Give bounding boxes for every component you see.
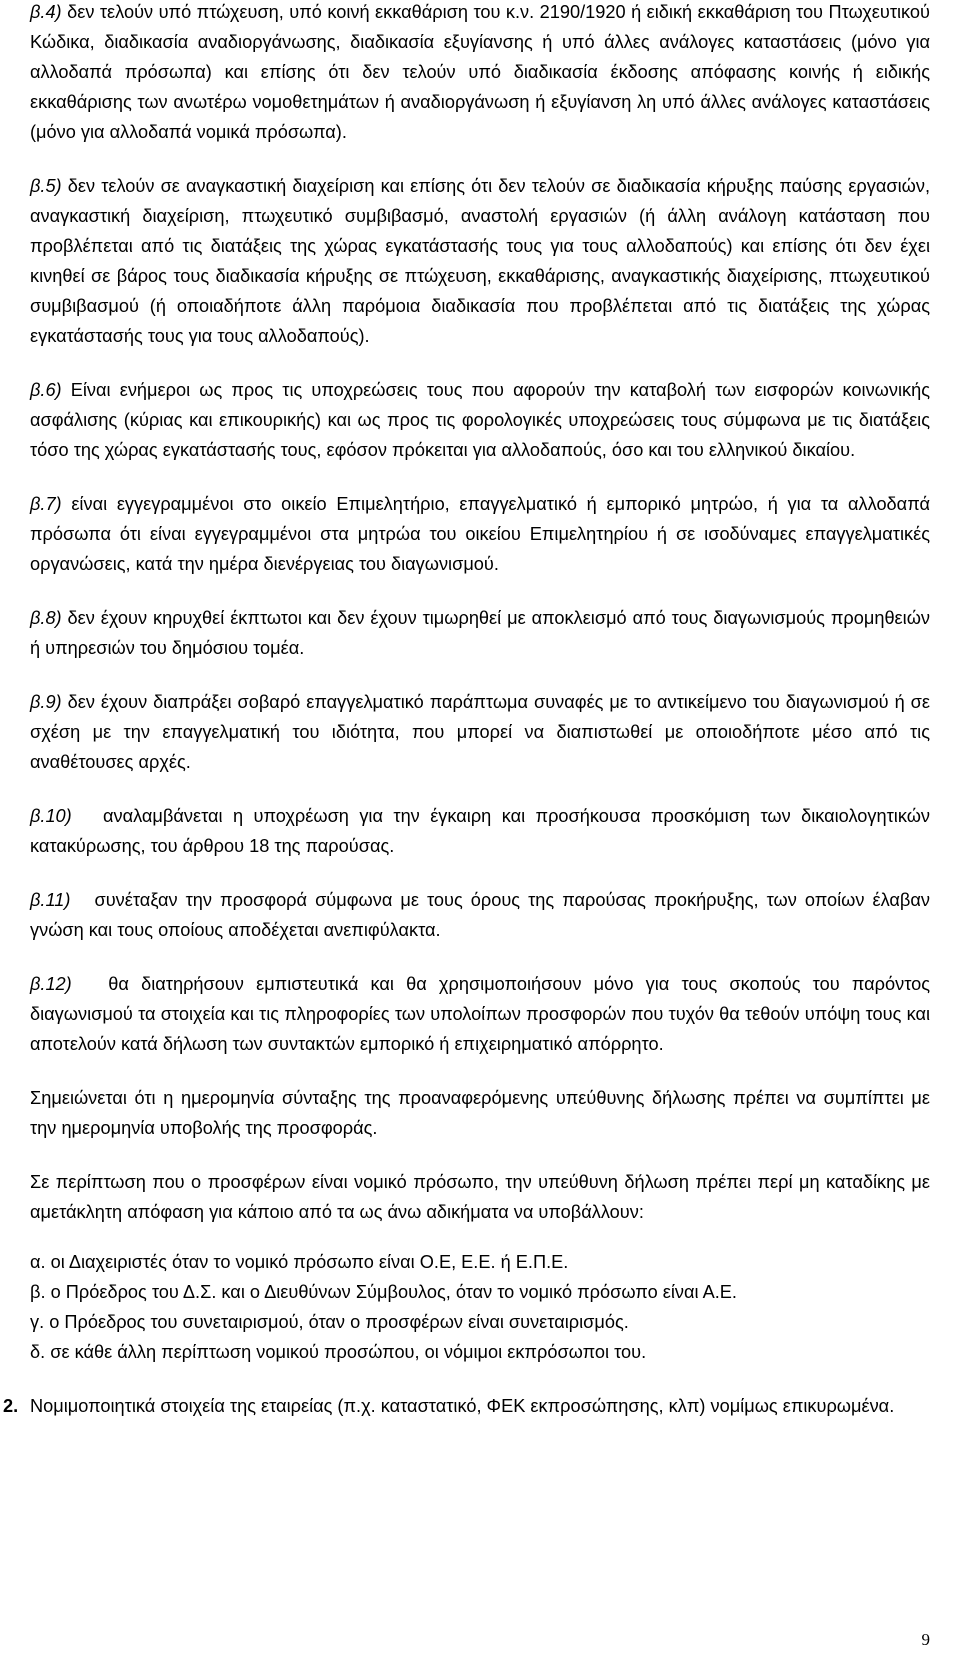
paragraph-label: β.7): [30, 494, 62, 514]
list-item: α. οι Διαχειριστές όταν το νομικό πρόσωπο είναι Ο.Ε, Ε.Ε. ή Ε.Π.Ε.: [30, 1252, 569, 1272]
note-date-requirement: Σημειώνεται ότι η ημερομηνία σύνταξης της προαναφερόμενης υπεύθυνης δήλωσης πρέπει να συμπίπτει με την ημερομηνία υποβολής της προσφοράς.: [30, 1088, 930, 1138]
paragraph-text: είναι εγγεγραμμένοι στο οικείο Επιμελητήριο, επαγγελματικό ή εμπορικό μητρώο, ή για τα αλλοδαπά πρόσωπα ότι είναι εγγεγραμμένοι στα μητρώα του οικείου Επιμελητηρίου ή σε ισοδύναμες επαγγελματικές οργανώσεις, κατά την ημέρα διενέργειας του διαγωνισμού.: [30, 494, 930, 574]
paragraph-text: δεν έχουν διαπράξει σοβαρό επαγγελματικό παράπτωμα συναφές με το αντικείμενο του διαγωνισμού ή σε σχέση με την επαγγελματική του ιδιότητα, που μπορεί να διαπιστωθεί με οποιοδήποτε μέσο από τις αναθέτουσες αρχές.: [30, 692, 930, 772]
paragraph-b10: [30, 801, 936, 861]
list-item: β. ο Πρόεδρος του Δ.Σ. και ο Διευθύνων Σύμβουλος, όταν το νομικό πρόσωπο είναι Α.Ε.: [30, 1282, 737, 1302]
paragraph-b5: [30, 171, 930, 351]
paragraph-text: δεν τελούν σε αναγκαστική διαχείριση και επίσης ότι δεν τελούν σε διαδικασία κήρυξης παύσης εργασιών, αναγκαστική διαχείριση, πτωχευτικό συμβιβασμό, αναστολή εργασιών (ή άλλη ανάλογη κατάσταση που προβλέπεται από τις διατάξεις της χώρας εγκατάστασής τους για τους αλλοδαπούς) και επίσης ότι δεν έχει κινηθεί σε βάρος τους διαδικασία κήρυξης σε πτώχευση, εκκαθάρισης, αναγκαστικής διαχείρισης, πτωχευτικού συμβιβασμού (ή οποιαδήποτε άλλη παρόμοια διαδικασία που προβλέπεται από τις διατάξεις της χώρας εγκατάστασής τους για τους αλλοδαπούς).: [30, 176, 930, 346]
list-item: δ. σε κάθε άλλη περίπτωση νομικού προσώπου, οι νόμιμοι εκπρόσωποι του.: [30, 1342, 647, 1362]
paragraph-b7: [30, 489, 930, 579]
paragraph-text: συνέταξαν την προσφορά σύμφωνα με τους όρους της παρούσας προκήρυξης, των οποίων έλαβαν γνώση και τους οποίους αποδέχεται ανεπιφύλακτα.: [30, 890, 936, 940]
paragraph-text: δεν τελούν υπό πτώχευση, υπό κοινή εκκαθάριση του κ.ν. 2190/1920 ή ειδική εκκαθάριση του Πτωχευτικού Κώδικα, διαδικασία αναδιοργάνωσης, διαδικασία εξυγίανσης ή υπό άλλες ανάλογες καταστάσεις (μόνο για αλλοδαπά πρόσωπα) και επίσης ότι δεν τελούν υπό διαδικασία έκδοσης απόφασης κοινής ή ειδικής εκκαθάρισης των ανωτέρω νομοθετημάτων ή αναδιοργάνωση ή εξυγίανση λη υπό άλλες ανάλογες καταστάσεις (μόνο για αλλοδαπά νομικά πρόσωπα).: [30, 2, 930, 142]
paragraph-b12: [30, 969, 936, 1059]
paragraph-label: β.9): [30, 692, 62, 712]
paragraph-text: θα διατηρήσουν εμπιστευτικά και θα χρησιμοποιήσουν μόνο για τους σκοπούς του παρόντος διαγωνισμού τα στοιχεία και τις πληροφορίες των υπολοίπων προσφορών που τυχόν θα τεθούν υπόψη τους και αποτελούν κατά δήλωση των συντακτών εμπορικό ή επιχειρηματικό απόρρητο.: [30, 974, 936, 1054]
paragraph-label: β.6): [30, 380, 62, 400]
document-page: [3, 0, 936, 1445]
paragraph-b11: [30, 885, 936, 945]
signatories-list: [30, 1247, 930, 1367]
paragraph-label: β.4): [30, 2, 62, 22]
paragraph-text: αναλαμβάνεται η υποχρέωση για την έγκαιρη και προσήκουσα προσκόμιση των δικαιολογητικών κατακύρωσης, του άρθρου 18 της παρούσας.: [30, 806, 936, 856]
paragraph-b4: [30, 0, 930, 147]
paragraph-b9: [30, 687, 930, 777]
paragraph-b6: [30, 375, 930, 465]
numbered-item-2: [3, 1391, 930, 1421]
note-legal-entity: Σε περίπτωση που ο προσφέρων είναι νομικό πρόσωπο, την υπεύθυνη δήλωση πρέπει περί μη καταδίκης με αμετάκλητη απόφαση για κάποιο από τα ως άνω αδικήματα να υποβάλλουν:: [30, 1172, 930, 1222]
paragraph-label: β.12): [30, 974, 72, 994]
paragraph-label: β.8): [30, 608, 62, 628]
list-item: γ. ο Πρόεδρος του συνεταιρισμού, όταν ο προσφέρων είναι συνεταιρισμός.: [30, 1312, 629, 1332]
page-number: 9: [921, 1630, 930, 1649]
paragraph-text: Είναι ενήμεροι ως προς τις υποχρεώσεις τους που αφορούν την καταβολή των εισφορών κοινωνικής ασφάλισης (κύριας και επικουρικής) και ως προς τις φορολογικές υποχρεώσεις τους σύμφωνα με τις διατάξεις τόσο της χώρας εγκατάστασής τους, εφόσον πρόκειται για αλλοδαπούς, όσο και του ελληνικού δικαίου.: [30, 380, 930, 460]
item-number: 2.: [3, 1396, 19, 1416]
paragraph-text: δεν έχουν κηρυχθεί έκπτωτοι και δεν έχουν τιμωρηθεί με αποκλεισμό από τους διαγωνισμούς προμηθειών ή υπηρεσιών του δημόσιου τομέα.: [30, 608, 930, 658]
item-text: Νομιμοποιητικά στοιχεία της εταιρείας (π.χ. καταστατικό, ΦΕΚ εκπροσώπησης, κλπ) νομίμως επικυρωμένα.: [30, 1396, 895, 1416]
paragraph-b8: [30, 603, 930, 663]
paragraph-label: β.5): [30, 176, 62, 196]
paragraph-label: β.10): [30, 806, 72, 826]
paragraph-label: β.11): [30, 890, 71, 910]
